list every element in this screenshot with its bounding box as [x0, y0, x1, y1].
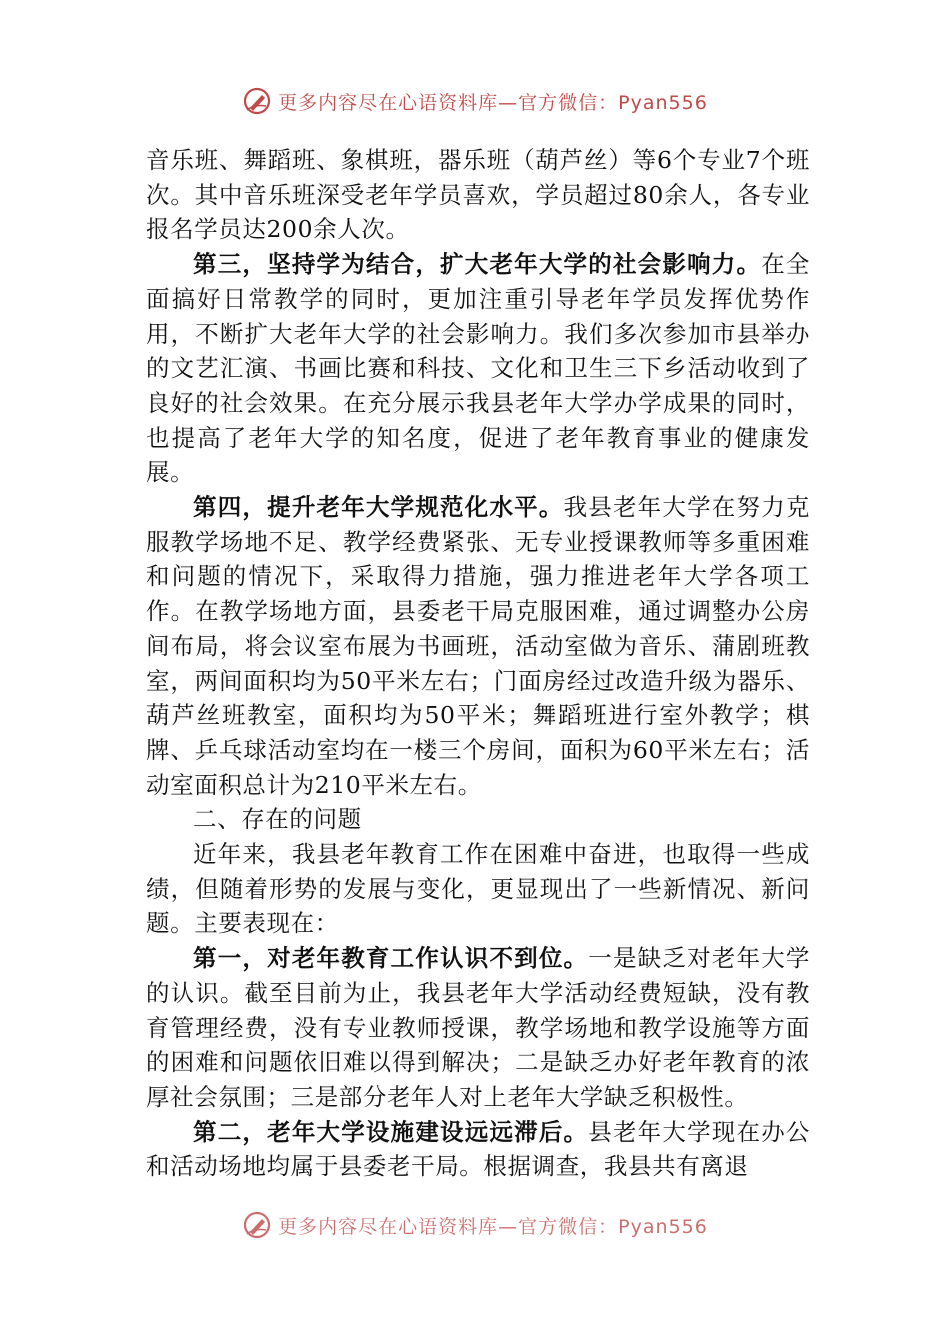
paragraph-text: 一是缺乏对老年大学的认识。截至目前为止，我县老年大学活动经费短缺，没有教育管理经费，没有专业教师授课，教学场地和教学设施等方面的困难和问题依旧难以得到解决；二是缺乏办好老年教育的浓厚社会氛围；三是部分老年人对上老年大学缺乏积极性。	[146, 944, 810, 1111]
watermark-text: 更多内容尽在心语资料库—官方微信：Pyan556	[278, 91, 708, 114]
document-body	[146, 143, 810, 1218]
paragraph-text: 近年来，我县老年教育工作在困难中奋进，也取得一些成绩，但随着形势的发展与变化，更显现出了一些新情况、新问题。主要表现在：	[146, 840, 810, 938]
paragraph-2	[146, 247, 810, 490]
paragraph-text: 在全面搞好日常教学的同时，更加注重引导老年学员发挥优势作用，不断扩大老年大学的社会影响力。我们多次参加市县举办的文艺汇演、书画比赛和科技、文化和卫生三下乡活动收到了良好的社会效果。在充分展示我县老年大学办学成果的同时，也提高了老年大学的知名度，促进了老年教育事业的健康发展。	[146, 250, 810, 487]
watermark-footer	[0, 1210, 950, 1240]
pen-logo-icon	[242, 86, 272, 116]
pen-logo-icon	[242, 1210, 272, 1240]
paragraph-lead: 第一，对老年教育工作认识不到位。	[193, 944, 589, 973]
paragraph-6	[146, 1115, 810, 1184]
paragraph-4	[146, 837, 810, 941]
paragraph-text: 县老年大学现在办公和活动场地均属于县委老干局。根据调查，我县共有离退	[146, 1117, 810, 1181]
paragraph-5	[146, 941, 810, 1115]
paragraph-3	[146, 490, 810, 802]
section-heading: 二、存在的问题	[193, 805, 362, 834]
paragraph-text: 我县老年大学在努力克服教学场地不足、教学经费紧张、无专业授课教师等多重困难和问题的情况下，采取得力措施，强力推进老年大学各项工作。在教学场地方面，县委老干局克服困难，通过调整办公房间布局，将会议室布展为书画班，活动室做为音乐、蒲剧班教室，两间面积均为50平米左右；门面房经过改造升级为器乐、葫芦丝班教室，面积均为50平米；舞蹈班进行室外教学；棋牌、乒乓球活动室均在一楼三个房间，面积为60平米左右；活动室面积总计为210平米左右。	[146, 493, 810, 799]
paragraph-lead: 第二，老年大学设施建设远远滞后。	[193, 1117, 589, 1146]
watermark-header	[0, 86, 950, 116]
paragraph-text: 音乐班、舞蹈班、象棋班，器乐班（葫芦丝）等6个专业7个班次。其中音乐班深受老年学员喜欢，学员超过80余人，各专业报名学员达200余人次。	[146, 146, 810, 244]
paragraph-1	[146, 143, 810, 247]
paragraph-lead: 第四，提升老年大学规范化水平。	[193, 493, 564, 522]
paragraph-lead: 第三，坚持学为结合，扩大老年大学的社会影响力。	[193, 250, 762, 279]
watermark-text: 更多内容尽在心语资料库—官方微信：Pyan556	[278, 1215, 708, 1238]
